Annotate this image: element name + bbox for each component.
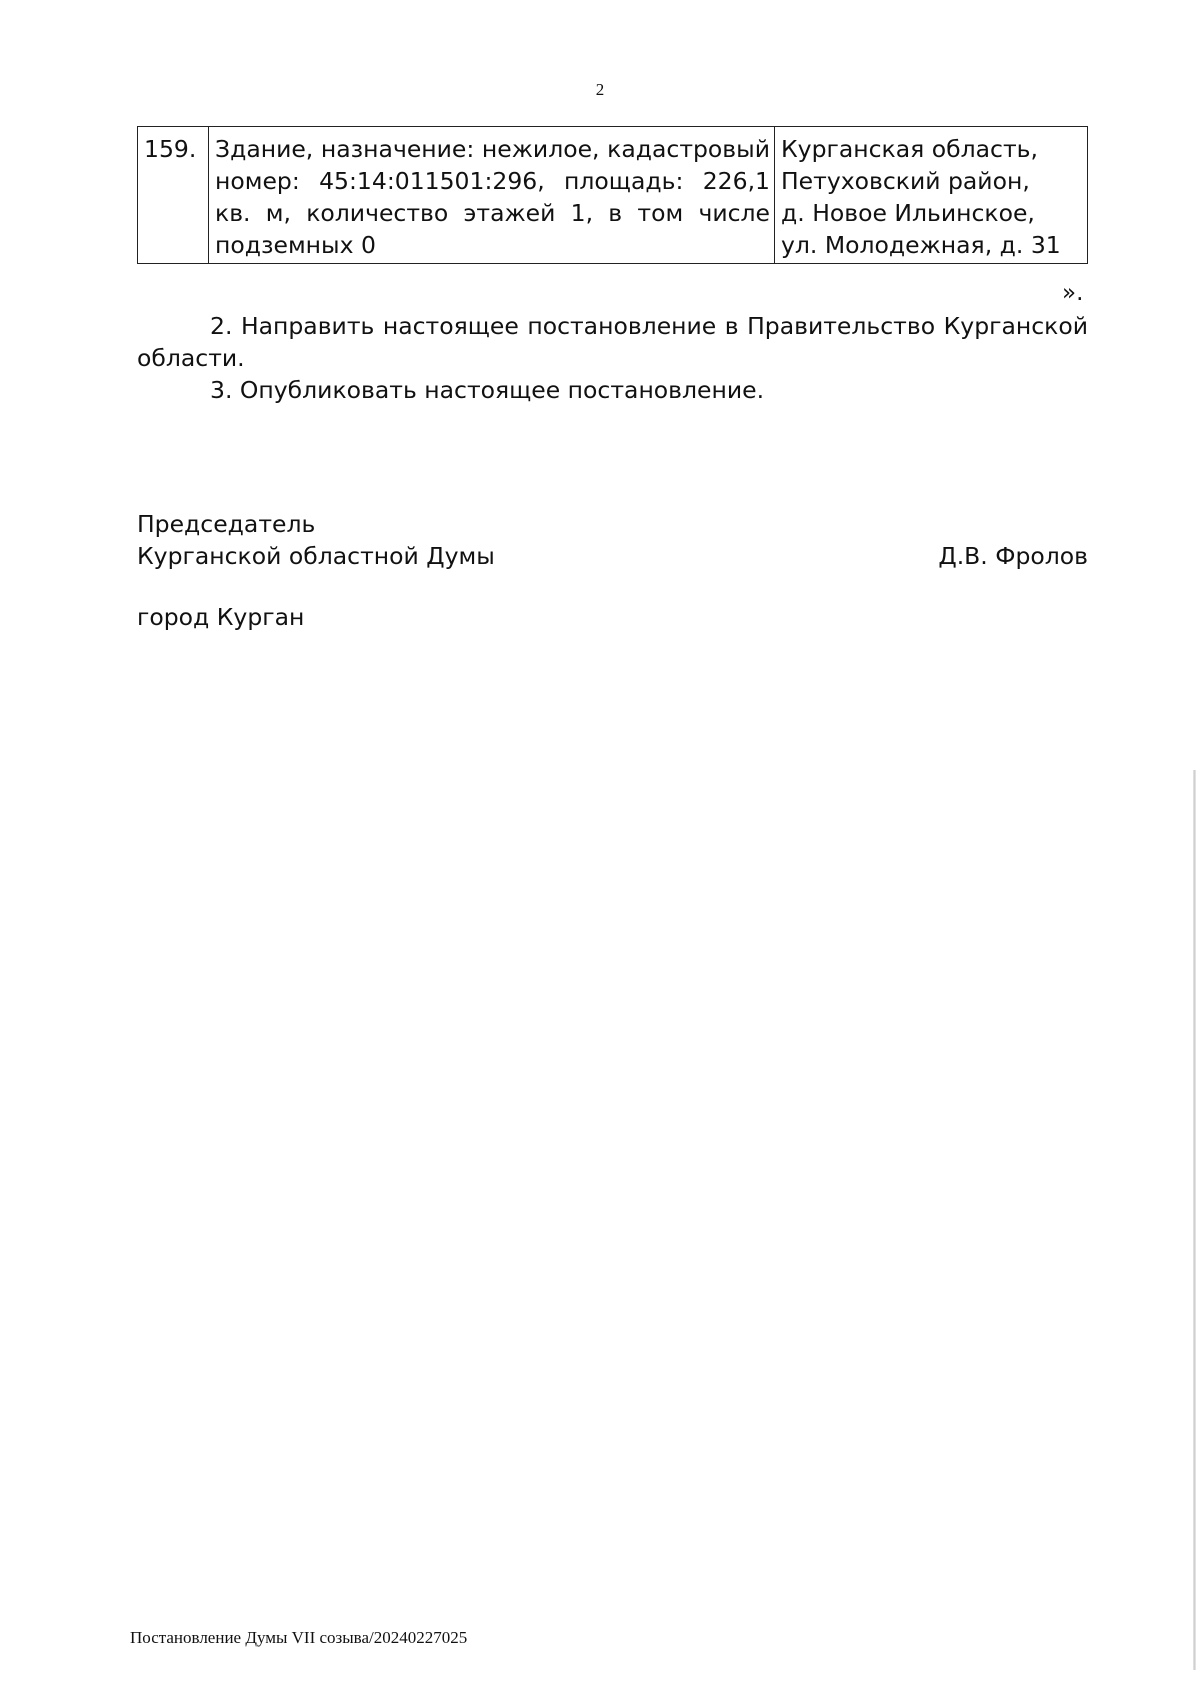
property-description xyxy=(209,127,775,264)
page-number: 2 xyxy=(595,80,605,99)
paragraph-item-3: 3. Опубликовать настоящее постановление. xyxy=(210,376,765,404)
table-row xyxy=(138,127,1088,264)
signatory-title-line-2: Курганской областной Думы xyxy=(137,542,495,570)
description-line: номер: 45:14:011501:296, площадь: xyxy=(215,167,684,195)
address-line: ул. Молодежная, д. 31 xyxy=(781,231,1061,259)
address-line: Петуховский район, xyxy=(781,167,1030,195)
description-line: Здание, назначение: нежилое, кадастровый xyxy=(215,135,770,163)
address-line: Курганская область, xyxy=(781,135,1038,163)
description-line: 226,1 кв. м, количество этажей 1, в том числе xyxy=(215,167,770,227)
closing-quote: ». xyxy=(1062,280,1084,306)
property-table xyxy=(137,126,1088,264)
property-address xyxy=(775,127,1088,264)
city-name: город Курган xyxy=(137,603,305,631)
document-footer: Постановление Думы VII созыва/20240227025 xyxy=(130,1628,468,1647)
row-number: 159. xyxy=(138,127,209,264)
signatory-name: Д.В. Фролов xyxy=(938,542,1088,570)
paragraph-item-2: 2. Направить настоящее постановление в Правительство Курганской области. xyxy=(137,312,1088,372)
address-line: д. Новое Ильинское, xyxy=(781,199,1035,227)
signatory-title-line-1: Председатель xyxy=(137,510,316,538)
scan-edge-artifact xyxy=(1193,770,1196,1670)
description-line: подземных 0 xyxy=(215,231,376,259)
signature-block xyxy=(137,508,1088,572)
